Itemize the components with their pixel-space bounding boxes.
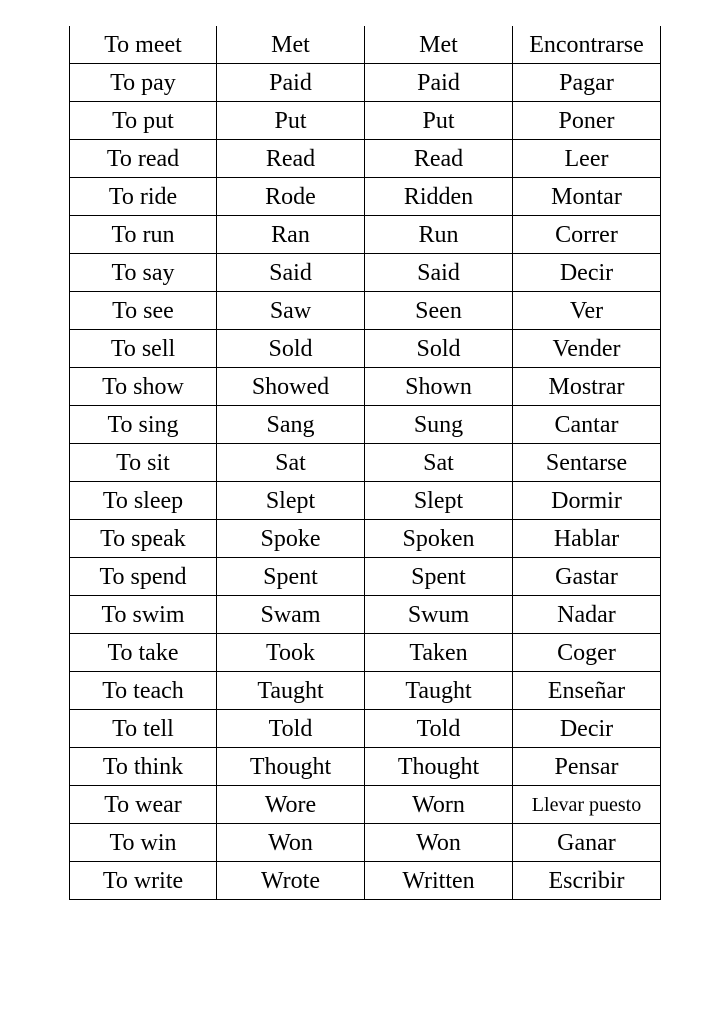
past-participle-cell: Told — [365, 710, 513, 748]
spanish-translation-cell: Sentarse — [513, 444, 661, 482]
past-simple-cell: Took — [217, 634, 365, 672]
infinitive-cell: To wear — [70, 786, 217, 824]
infinitive-cell: To spend — [70, 558, 217, 596]
table-row — [70, 406, 661, 444]
spanish-translation-cell: Enseñar — [513, 672, 661, 710]
infinitive-cell: To ride — [70, 178, 217, 216]
past-simple-cell: Sold — [217, 330, 365, 368]
infinitive-cell: To sleep — [70, 482, 217, 520]
spanish-translation-cell: Poner — [513, 102, 661, 140]
past-participle-cell: Ridden — [365, 178, 513, 216]
past-participle-cell: Said — [365, 254, 513, 292]
spanish-translation-cell: Vender — [513, 330, 661, 368]
infinitive-cell: To sell — [70, 330, 217, 368]
past-simple-cell: Sat — [217, 444, 365, 482]
past-participle-cell: Sung — [365, 406, 513, 444]
past-simple-cell: Met — [217, 26, 365, 64]
table-row — [70, 862, 661, 900]
past-simple-cell: Paid — [217, 64, 365, 102]
verb-table-body — [70, 26, 661, 900]
spanish-translation-cell: Gastar — [513, 558, 661, 596]
infinitive-cell: To show — [70, 368, 217, 406]
past-simple-cell: Told — [217, 710, 365, 748]
past-simple-cell: Taught — [217, 672, 365, 710]
spanish-translation-cell: Dormir — [513, 482, 661, 520]
table-row — [70, 558, 661, 596]
spanish-translation-cell: Encontrarse — [513, 26, 661, 64]
infinitive-cell: To speak — [70, 520, 217, 558]
spanish-translation-cell: Pensar — [513, 748, 661, 786]
past-simple-cell: Put — [217, 102, 365, 140]
past-participle-cell: Run — [365, 216, 513, 254]
infinitive-cell: To tell — [70, 710, 217, 748]
spanish-translation-cell: Decir — [513, 254, 661, 292]
table-row — [70, 216, 661, 254]
table-row — [70, 26, 661, 64]
table-row — [70, 140, 661, 178]
table-row — [70, 710, 661, 748]
table-row — [70, 178, 661, 216]
past-participle-cell: Paid — [365, 64, 513, 102]
past-simple-cell: Wore — [217, 786, 365, 824]
past-simple-cell: Swam — [217, 596, 365, 634]
infinitive-cell: To take — [70, 634, 217, 672]
past-participle-cell: Taken — [365, 634, 513, 672]
spanish-translation-cell: Hablar — [513, 520, 661, 558]
past-participle-cell: Shown — [365, 368, 513, 406]
infinitive-cell: To teach — [70, 672, 217, 710]
past-participle-cell: Won — [365, 824, 513, 862]
spanish-translation-cell: Correr — [513, 216, 661, 254]
infinitive-cell: To pay — [70, 64, 217, 102]
past-participle-cell: Taught — [365, 672, 513, 710]
table-row — [70, 672, 661, 710]
spanish-translation-cell: Llevar puesto — [513, 786, 661, 824]
infinitive-cell: To meet — [70, 26, 217, 64]
past-simple-cell: Spent — [217, 558, 365, 596]
spanish-translation-cell: Nadar — [513, 596, 661, 634]
spanish-translation-cell: Pagar — [513, 64, 661, 102]
infinitive-cell: To write — [70, 862, 217, 900]
spanish-translation-cell: Decir — [513, 710, 661, 748]
past-participle-cell: Read — [365, 140, 513, 178]
infinitive-cell: To read — [70, 140, 217, 178]
infinitive-cell: To think — [70, 748, 217, 786]
spanish-translation-cell: Ver — [513, 292, 661, 330]
past-simple-cell: Said — [217, 254, 365, 292]
irregular-verbs-table — [69, 26, 661, 900]
spanish-translation-cell: Leer — [513, 140, 661, 178]
table-row — [70, 292, 661, 330]
table-row — [70, 444, 661, 482]
past-simple-cell: Rode — [217, 178, 365, 216]
infinitive-cell: To put — [70, 102, 217, 140]
table-row — [70, 102, 661, 140]
past-simple-cell: Wrote — [217, 862, 365, 900]
spanish-translation-cell: Coger — [513, 634, 661, 672]
past-participle-cell: Spoken — [365, 520, 513, 558]
spanish-translation-cell: Ganar — [513, 824, 661, 862]
past-simple-cell: Ran — [217, 216, 365, 254]
infinitive-cell: To swim — [70, 596, 217, 634]
past-participle-cell: Worn — [365, 786, 513, 824]
table-row — [70, 520, 661, 558]
table-row — [70, 596, 661, 634]
past-participle-cell: Seen — [365, 292, 513, 330]
infinitive-cell: To win — [70, 824, 217, 862]
past-simple-cell: Sang — [217, 406, 365, 444]
past-participle-cell: Sold — [365, 330, 513, 368]
infinitive-cell: To sit — [70, 444, 217, 482]
table-row — [70, 634, 661, 672]
past-simple-cell: Saw — [217, 292, 365, 330]
table-row — [70, 824, 661, 862]
table-row — [70, 748, 661, 786]
past-participle-cell: Met — [365, 26, 513, 64]
table-row — [70, 254, 661, 292]
past-simple-cell: Read — [217, 140, 365, 178]
past-simple-cell: Showed — [217, 368, 365, 406]
infinitive-cell: To say — [70, 254, 217, 292]
spanish-translation-cell: Montar — [513, 178, 661, 216]
infinitive-cell: To see — [70, 292, 217, 330]
table-row — [70, 64, 661, 102]
past-participle-cell: Put — [365, 102, 513, 140]
infinitive-cell: To run — [70, 216, 217, 254]
spanish-translation-cell: Cantar — [513, 406, 661, 444]
spanish-translation-cell: Escribir — [513, 862, 661, 900]
past-participle-cell: Spent — [365, 558, 513, 596]
infinitive-cell: To sing — [70, 406, 217, 444]
past-participle-cell: Written — [365, 862, 513, 900]
past-participle-cell: Slept — [365, 482, 513, 520]
table-row — [70, 482, 661, 520]
table-row — [70, 368, 661, 406]
past-simple-cell: Won — [217, 824, 365, 862]
past-participle-cell: Thought — [365, 748, 513, 786]
past-simple-cell: Slept — [217, 482, 365, 520]
past-simple-cell: Spoke — [217, 520, 365, 558]
past-participle-cell: Swum — [365, 596, 513, 634]
table-row — [70, 786, 661, 824]
spanish-translation-cell: Mostrar — [513, 368, 661, 406]
past-simple-cell: Thought — [217, 748, 365, 786]
past-participle-cell: Sat — [365, 444, 513, 482]
table-row — [70, 330, 661, 368]
